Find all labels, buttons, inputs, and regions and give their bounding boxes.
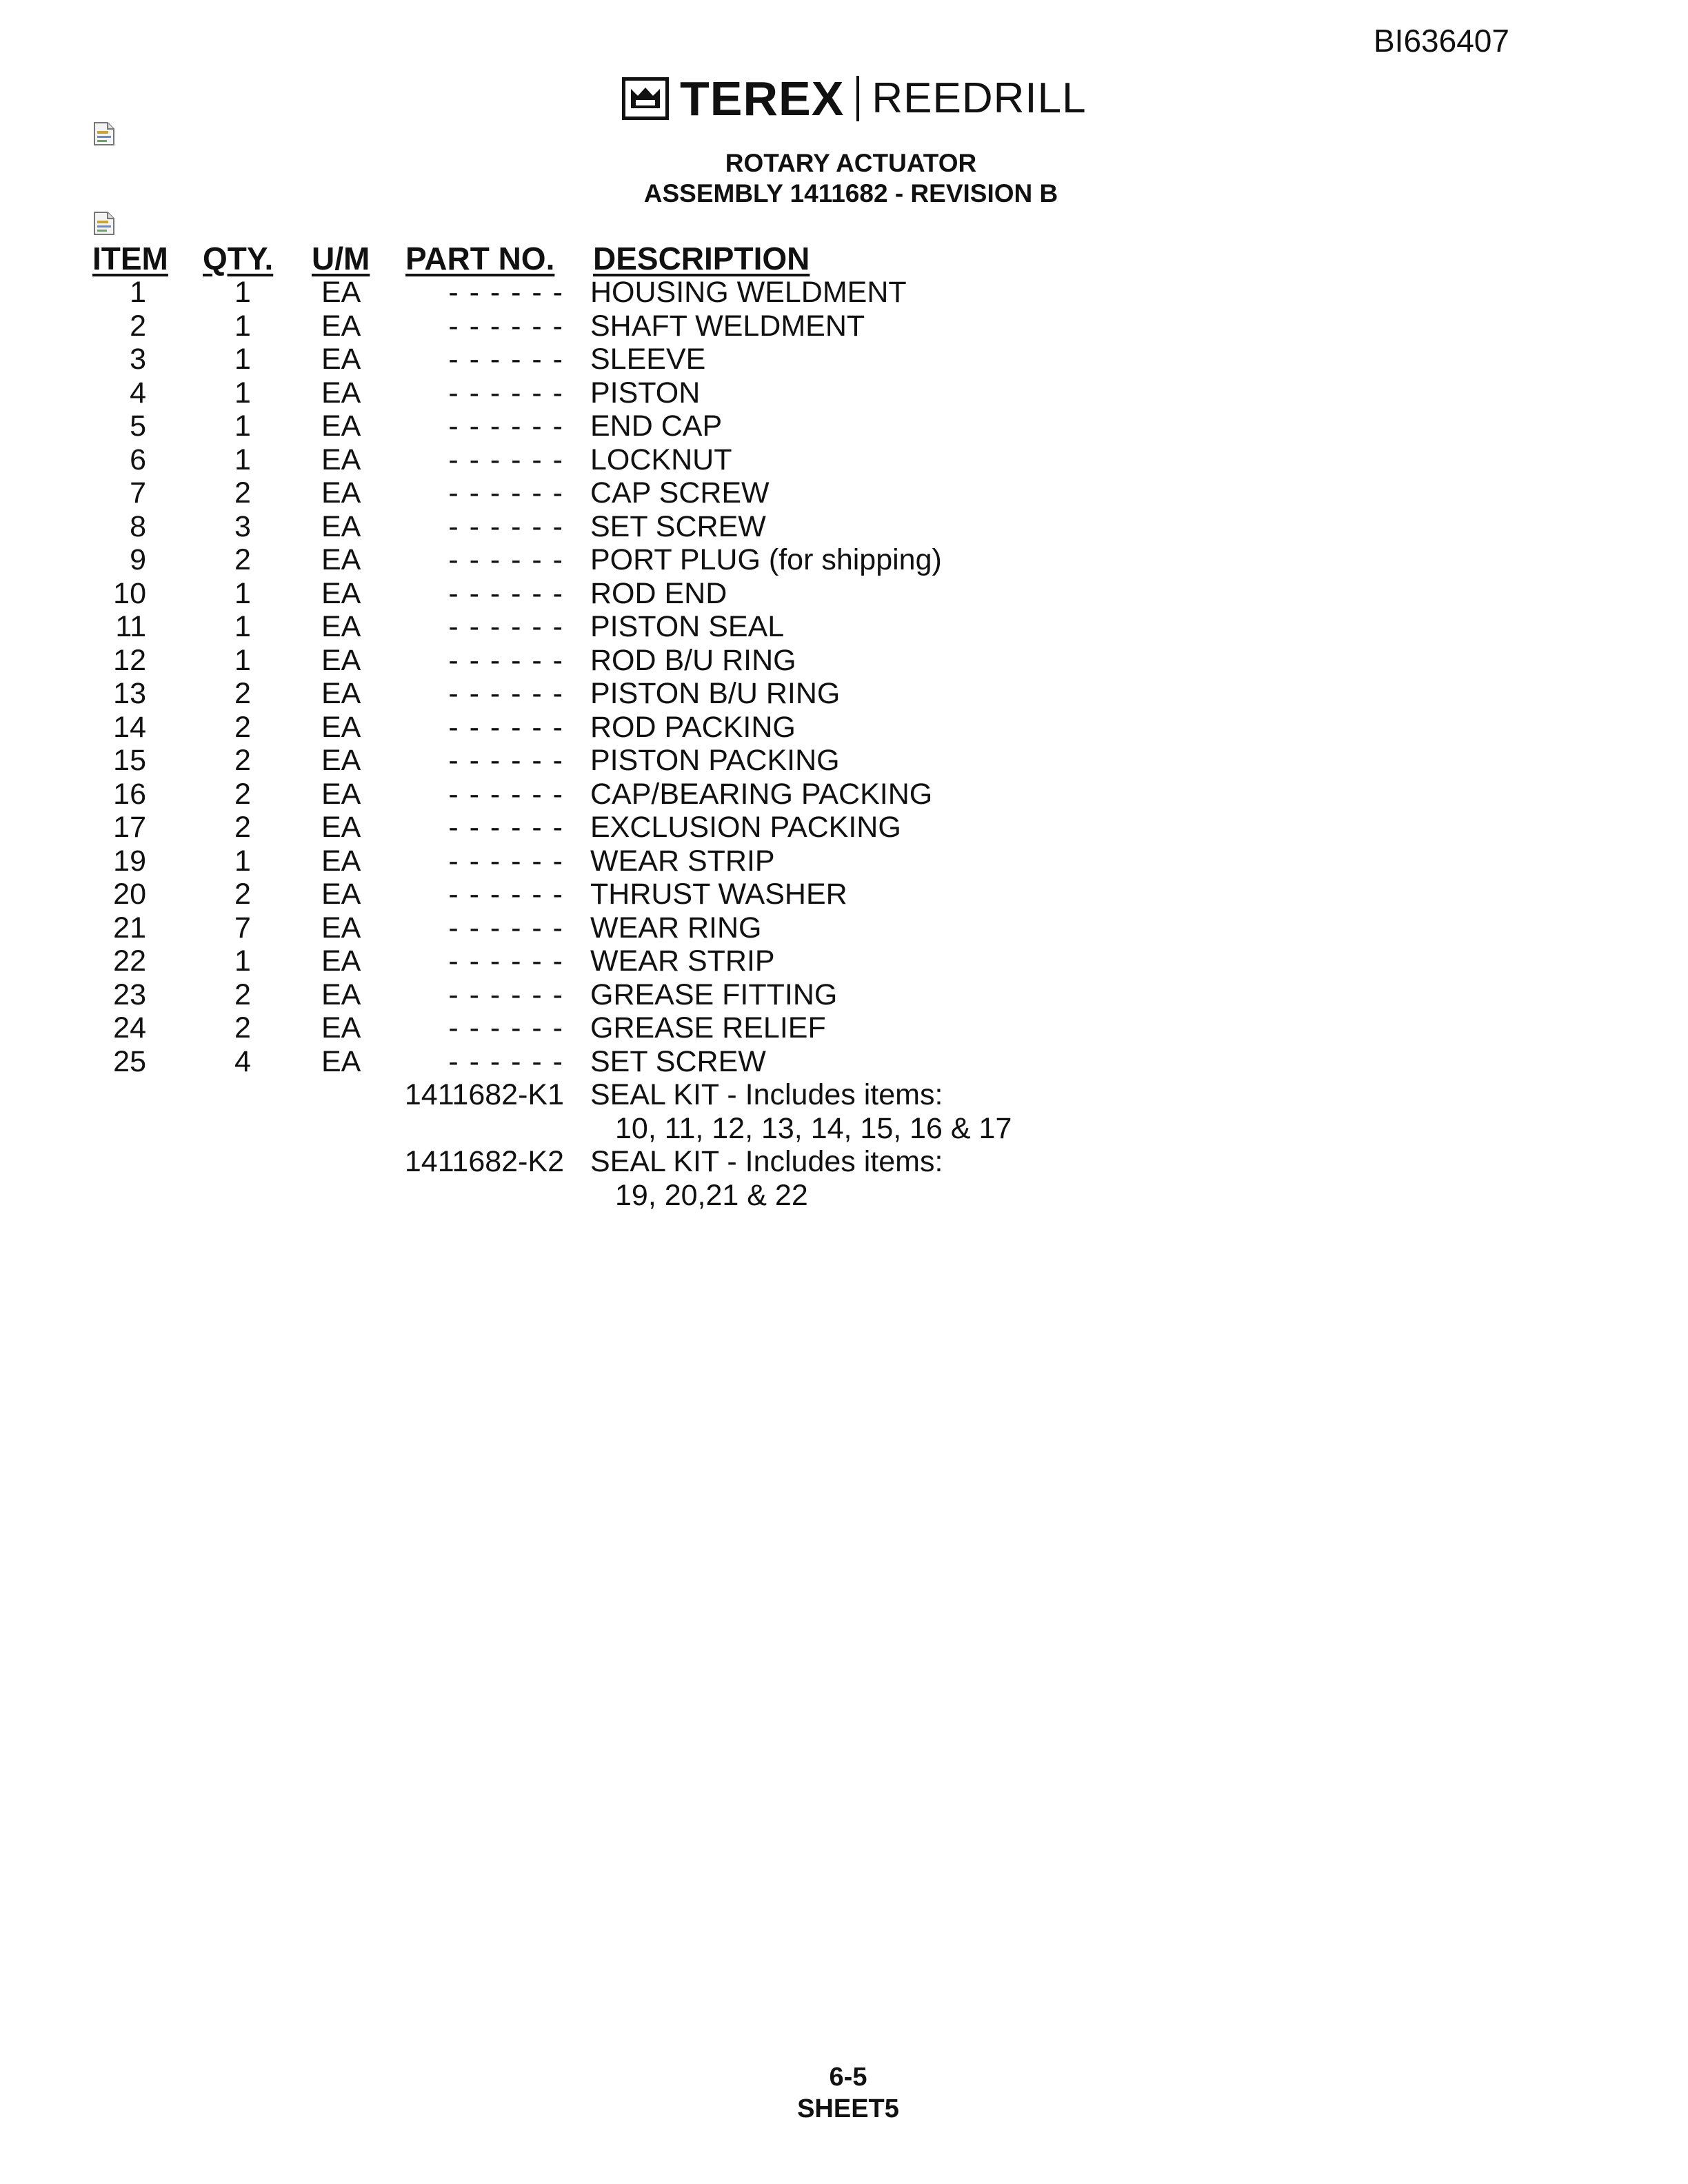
row-part-number: - - - - - - [448,978,564,1011]
row-unit-of-measure: EA [321,309,361,343]
row-quantity: 1 [234,376,251,410]
row-description: PORT PLUG (for shipping) [590,543,942,576]
row-description: ROD END [590,576,727,610]
row-item-number: 9 [130,543,146,576]
row-description: PISTON SEAL [590,610,785,643]
row-item-number: 11 [115,610,146,643]
row-description: PISTON B/U RING [590,677,841,710]
table-row [0,878,1688,911]
table-row [0,376,1688,410]
row-unit-of-measure: EA [321,811,361,844]
row-item-number: 14 [113,710,146,744]
table-row [0,577,1688,611]
table-row [0,443,1688,477]
row-description: END CAP [590,410,723,443]
row-item-number: 17 [113,811,146,844]
row-part-number: - - - - - - [448,811,564,844]
table-row [0,845,1688,878]
row-unit-of-measure: EA [321,744,361,777]
row-description: SET SCREW [590,1044,766,1078]
column-header-qty: QTY. [203,241,274,276]
logo-divider [856,76,859,121]
row-unit-of-measure: EA [321,1044,361,1078]
kit-included-items: 10, 11, 12, 13, 14, 15, 16 & 17 [615,1111,1012,1145]
row-unit-of-measure: EA [321,911,361,944]
kit-row [0,1078,1688,1112]
brand-name: TEREX [680,72,845,125]
row-description: THRUST WASHER [590,878,847,911]
row-unit-of-measure: EA [321,443,361,476]
row-description: ROD PACKING [590,710,796,744]
row-description: WEAR RING [590,911,762,944]
row-part-number: - - - - - - [448,343,564,376]
row-quantity: 1 [234,610,251,643]
table-row [0,677,1688,711]
row-item-number: 4 [130,376,146,410]
row-part-number: - - - - - - [448,410,564,443]
table-row [0,911,1688,945]
row-description: CAP/BEARING PACKING [590,777,933,811]
row-unit-of-measure: EA [321,509,361,543]
row-item-number: 20 [113,878,146,911]
row-item-number: 10 [113,576,146,610]
row-description: SLEEVE [590,343,706,376]
column-header-part-no: PART NO. [405,241,555,276]
row-quantity: 2 [234,710,251,744]
table-row [0,543,1688,577]
row-item-number: 13 [113,677,146,710]
row-item-number: 5 [130,410,146,443]
row-quantity: 2 [234,744,251,777]
row-quantity: 2 [234,811,251,844]
kit-part-number: 1411682-K1 [404,1078,564,1111]
row-part-number: - - - - - - [448,844,564,878]
row-quantity: 7 [234,911,251,944]
row-description: GREASE FITTING [590,978,838,1011]
row-part-number: - - - - - - [448,276,564,309]
table-row [0,744,1688,778]
row-item-number: 8 [130,509,146,543]
table-row [0,711,1688,745]
row-quantity: 1 [234,410,251,443]
table-row [0,811,1688,845]
row-unit-of-measure: EA [321,410,361,443]
row-quantity: 3 [234,509,251,543]
row-quantity: 1 [234,443,251,476]
row-description: PISTON PACKING [590,744,840,777]
column-header-item: ITEM [92,241,168,276]
document-subtitle: ASSEMBLY 1411682 - REVISION B [643,179,1058,208]
row-quantity: 2 [234,476,251,509]
page-number: 6-5 [829,2063,867,2092]
row-part-number: - - - - - - [448,1011,564,1044]
table-row [0,510,1688,544]
row-unit-of-measure: EA [321,1011,361,1044]
row-item-number: 24 [113,1011,146,1044]
row-quantity: 2 [234,878,251,911]
row-quantity: 2 [234,1011,251,1044]
table-row [0,410,1688,443]
row-item-number: 3 [130,343,146,376]
row-description: SET SCREW [590,509,766,543]
row-unit-of-measure: EA [321,376,361,410]
kit-row [0,1145,1688,1179]
row-part-number: - - - - - - [448,543,564,576]
row-description: LOCKNUT [590,443,732,476]
kit-row-continuation [0,1112,1688,1146]
row-unit-of-measure: EA [321,643,361,677]
row-part-number: - - - - - - [448,443,564,476]
table-row [0,1011,1688,1045]
row-unit-of-measure: EA [321,944,361,978]
row-quantity: 1 [234,276,251,309]
row-part-number: - - - - - - [448,777,564,811]
table-row [0,978,1688,1012]
row-description: HOUSING WELDMENT [590,276,907,309]
row-part-number: - - - - - - [448,643,564,677]
document-icon[interactable] [92,211,116,236]
table-row [0,343,1688,376]
table-row [0,476,1688,510]
row-item-number: 15 [113,744,146,777]
row-quantity: 2 [234,777,251,811]
row-part-number: - - - - - - [448,944,564,978]
sub-brand-name: REEDRILL [872,74,1087,122]
row-part-number: - - - - - - [448,744,564,777]
row-unit-of-measure: EA [321,677,361,710]
row-quantity: 1 [234,844,251,878]
row-part-number: - - - - - - [448,677,564,710]
row-part-number: - - - - - - [448,1044,564,1078]
row-unit-of-measure: EA [321,710,361,744]
doc-number: BI636407 [1374,23,1509,59]
row-unit-of-measure: EA [321,476,361,509]
table-row [0,1045,1688,1079]
row-quantity: 2 [234,543,251,576]
row-quantity: 1 [234,576,251,610]
row-unit-of-measure: EA [321,343,361,376]
row-item-number: 21 [113,911,146,944]
row-item-number: 1 [130,276,146,309]
row-item-number: 12 [113,643,146,677]
row-unit-of-measure: EA [321,576,361,610]
row-unit-of-measure: EA [321,878,361,911]
row-quantity: 1 [234,643,251,677]
row-description: EXCLUSION PACKING [590,811,901,844]
table-row [0,644,1688,678]
kit-description: SEAL KIT - Includes items: [590,1078,943,1111]
row-part-number: - - - - - - [448,610,564,643]
row-item-number: 19 [113,844,146,878]
table-row [0,310,1688,343]
row-part-number: - - - - - - [448,878,564,911]
row-part-number: - - - - - - [448,309,564,343]
row-unit-of-measure: EA [321,543,361,576]
row-description: GREASE RELIEF [590,1011,826,1044]
row-item-number: 22 [113,944,146,978]
row-part-number: - - - - - - [448,576,564,610]
row-description: WEAR STRIP [590,944,775,978]
table-row [0,276,1688,310]
row-item-number: 6 [130,443,146,476]
kit-included-items: 19, 20,21 & 22 [615,1178,808,1212]
row-part-number: - - - - - - [448,476,564,509]
row-part-number: - - - - - - [448,376,564,410]
row-item-number: 16 [113,777,146,811]
table-row [0,778,1688,811]
table-row [0,610,1688,644]
crown-logo-icon [622,77,669,120]
kit-part-number: 1411682-K2 [404,1145,564,1178]
row-description: SHAFT WELDMENT [590,309,865,343]
row-part-number: - - - - - - [448,509,564,543]
row-quantity: 1 [234,343,251,376]
row-quantity: 2 [234,677,251,710]
column-header-description: DESCRIPTION [593,241,810,276]
row-description: CAP SCREW [590,476,770,509]
row-unit-of-measure: EA [321,610,361,643]
row-unit-of-measure: EA [321,844,361,878]
row-item-number: 25 [113,1044,146,1078]
row-part-number: - - - - - - [448,911,564,944]
kit-row-continuation [0,1179,1688,1213]
parts-table [0,276,1688,1212]
table-row [0,944,1688,978]
row-description: ROD B/U RING [590,643,796,677]
row-quantity: 1 [234,944,251,978]
row-part-number: - - - - - - [448,710,564,744]
kit-description: SEAL KIT - Includes items: [590,1145,943,1178]
row-quantity: 2 [234,978,251,1011]
row-description: WEAR STRIP [590,844,775,878]
document-icon[interactable] [92,121,116,146]
row-item-number: 7 [130,476,146,509]
row-description: PISTON [590,376,701,410]
document-title: ROTARY ACTUATOR [725,149,977,177]
row-quantity: 1 [234,309,251,343]
sheet-label: SHEET5 [797,2094,899,2123]
terex-reedrill-logo [622,74,1087,123]
row-item-number: 23 [113,978,146,1011]
row-unit-of-measure: EA [321,777,361,811]
row-item-number: 2 [130,309,146,343]
row-unit-of-measure: EA [321,978,361,1011]
row-quantity: 4 [234,1044,251,1078]
column-header-um: U/M [312,241,370,276]
row-unit-of-measure: EA [321,276,361,309]
